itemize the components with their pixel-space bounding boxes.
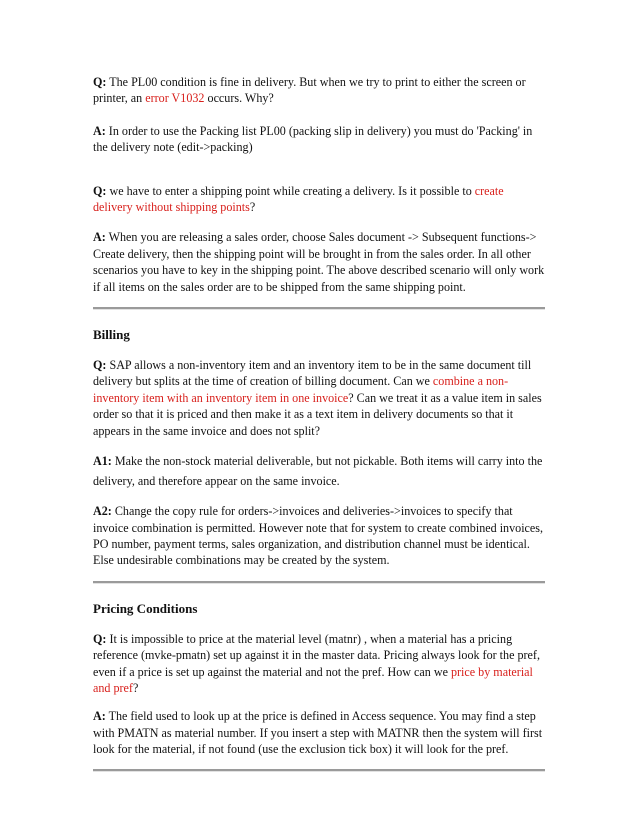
answer-label: A2: — [93, 504, 112, 519]
delivery-answer-1 — [93, 123, 545, 156]
question-label: Q: — [93, 358, 107, 373]
highlight-text: create delivery without shipping points — [93, 183, 504, 215]
delivery-answer-2 — [93, 229, 545, 295]
answer-text: Make the non-stock material deliverable, but not pickable. Both items will carry into the delivery, and therefore appear on the same invoice. — [93, 454, 543, 489]
question-text-end: ? — [132, 680, 139, 695]
answer-text: The field used to look up at the price is defined in Access sequence. You may find a step with PMATN as material number. If you insert a step with MATNR then the system will first look for the material, if not found (use the exclusion tick box) it will look for the pref. — [93, 709, 543, 757]
billing-answer-1 — [93, 451, 545, 491]
billing-question — [93, 357, 545, 439]
question-label: Q: — [93, 631, 107, 646]
answer-text: Change the copy rule for orders->invoices and deliveries->invoices to specify that invoice combination is permitted. However note that for system to create combined invoices, PO number, payment terms, sales organization, and distribution channel must be identical. Else undesirable combinations may be created by the system. — [93, 504, 544, 568]
question-text: It is impossible to price at the material level (matnr) , when a material has a pricing reference (mvke-pmatn) set up against it in the master data. Pricing always look for the pref, even if a price is set up against the material and not the pref. How can we — [93, 631, 540, 679]
question-text: SAP allows a non-inventory item and an inventory item to be in the same document till delivery but splits at the time of creation of billing document. Can we — [93, 358, 532, 389]
answer-text: When you are releasing a sales order, choose Sales document -> Subsequent functions-> Create delivery, then the shipping point will be brought in from the sales order. In all other scenarios you have to key in the shipping point. The above described scenario will only work if all items on the sales order are to be shipped from the same shipping point. — [93, 230, 545, 294]
answer-label: A: — [93, 123, 106, 138]
question-text-end: ? Can we treat it as a value item in sales order so that it is priced and then make it as a text item in delivery documents so that it appears in the same invoice and does not split? — [93, 390, 542, 438]
highlight-text: error V1032 — [145, 91, 205, 106]
answer-label: A: — [93, 709, 106, 724]
highlight-text: price by material and pref — [93, 664, 533, 695]
document-body — [93, 74, 545, 772]
pricing-question — [93, 631, 545, 697]
section-divider — [93, 769, 545, 772]
delivery-question-2 — [93, 183, 545, 216]
answer-text: In order to use the Packing list PL00 (packing slip in delivery) you must do 'Packing' in the delivery note (edit->packing) — [93, 123, 533, 155]
delivery-question-1 — [93, 74, 545, 107]
question-text-end: occurs. Why? — [207, 91, 274, 106]
question-text: we have to enter a shipping point while creating a delivery. Is it possible to — [109, 183, 472, 198]
pricing-heading: Pricing Conditions — [93, 600, 198, 616]
answer-label: A: — [93, 230, 106, 245]
section-divider — [93, 581, 545, 584]
answer-label: A1: — [93, 454, 112, 469]
question-text-end: ? — [249, 200, 256, 215]
pricing-answer — [93, 708, 545, 757]
section-divider — [93, 307, 545, 310]
billing-heading: Billing — [93, 327, 130, 343]
question-text: The PL00 condition is fine in delivery. But when we try to print to either the screen or printer, an — [93, 75, 526, 106]
question-label: Q: — [93, 183, 107, 198]
highlight-text: combine a non-inventory item with an inventory item in one invoice — [93, 374, 509, 405]
question-label: Q: — [93, 75, 107, 89]
billing-answer-2 — [93, 503, 545, 569]
